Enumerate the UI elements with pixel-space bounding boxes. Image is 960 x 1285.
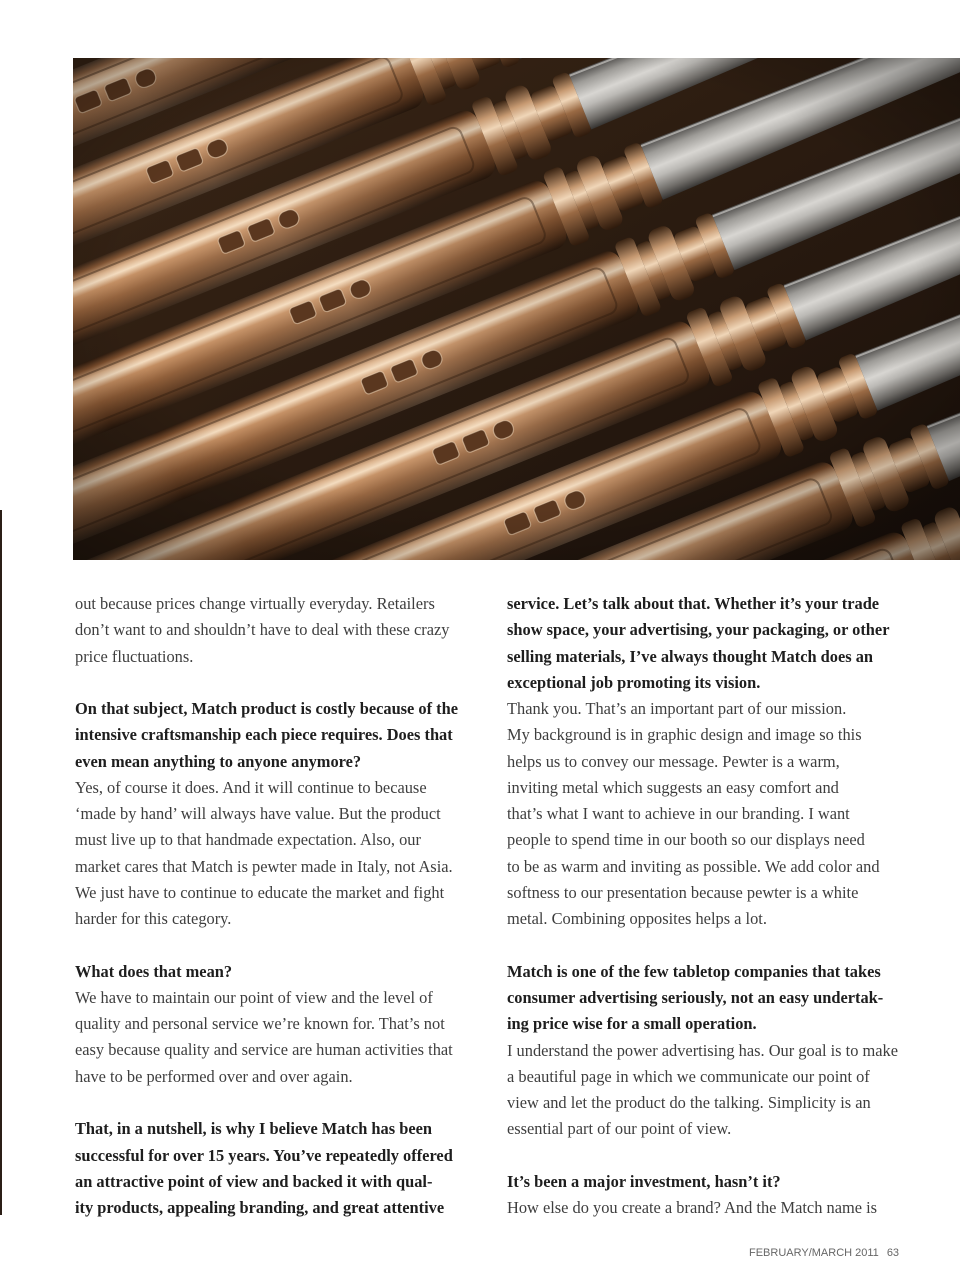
text-line: successful for over 15 years. You’ve repeatedly offered: [75, 1145, 453, 1165]
text-line: quality and personal service we’re known for. That’s not: [75, 1014, 445, 1034]
text-line: must live up to that handmade expectation. Also, our: [75, 830, 421, 850]
question-paragraph: [75, 1116, 485, 1221]
text-line: I understand the power advertising has. Our goal is to make: [507, 1040, 898, 1060]
text-line: people to spend time in our booth so our displays need: [507, 830, 865, 850]
text-line: That, in a nutshell, is why I believe Match has been: [75, 1119, 432, 1139]
text-line: an attractive point of view and backed it with qual-: [75, 1171, 433, 1191]
answer-paragraph: [75, 985, 485, 1090]
text-line: don’t want to and shouldn’t have to deal with these crazy: [75, 620, 450, 640]
text-line: have to be performed over and over again.: [75, 1066, 353, 1086]
text-line: softness to our presentation because pewter is a white: [507, 882, 859, 902]
question-paragraph: [507, 959, 927, 1038]
photo-vignette: [73, 58, 960, 560]
question-paragraph: [75, 696, 485, 775]
issue-date: FEBRUARY/MARCH 2011: [749, 1247, 879, 1259]
text-line: service. Let’s talk about that. Whether it’s your trade: [507, 594, 880, 613]
question-paragraph: [75, 959, 485, 985]
answer-paragraph: [75, 775, 485, 933]
text-line: that’s what I want to achieve in our branding. I want: [507, 804, 850, 824]
text-line: a beautiful page in which we communicate our point of: [507, 1066, 870, 1086]
text-line: market cares that Match is pewter made in Italy, not Asia.: [75, 856, 453, 876]
text-line: easy because quality and service are human activities that: [75, 1040, 453, 1060]
text-line: to be as warm and inviting as possible. We add color and: [507, 856, 880, 876]
text-line: view and let the product do the talking. Simplicity is an: [507, 1093, 871, 1113]
text-line: Yes, of course it does. And it will continue to because: [75, 777, 427, 797]
page-edge-line: [0, 510, 2, 1215]
text-line: out because prices change virtually everyday. Retailers: [75, 594, 435, 613]
text-line: show space, your advertising, your packaging, or other: [507, 620, 890, 640]
text-line: price fluctuations.: [75, 646, 194, 666]
text-line: ‘made by hand’ will always have value. But the product: [75, 804, 441, 824]
question-paragraph: [507, 591, 927, 696]
page-footer: [749, 1245, 899, 1261]
text-line: How else do you create a brand? And the Match name is: [507, 1198, 878, 1218]
text-line: What does that mean?: [75, 961, 233, 981]
text-line: Thank you. That’s an important part of our mission.: [507, 699, 847, 719]
question-paragraph: [507, 1169, 927, 1195]
text-line: helps us to convey our message. Pewter is a warm,: [507, 751, 840, 771]
answer-paragraph: [507, 1038, 927, 1143]
text-line: intensive craftsmanship each piece requires. Does that: [75, 725, 453, 745]
page-number: 63: [886, 1247, 900, 1259]
text-line: exceptional job promoting its vision.: [507, 672, 761, 692]
text-line: selling materials, I’ve always thought Match does an: [507, 646, 874, 666]
text-line: My background is in graphic design and image so this: [507, 725, 862, 745]
left-column: [75, 591, 485, 1221]
text-line: consumer advertising seriously, not an easy undertak-: [507, 987, 884, 1007]
answer-paragraph: [507, 696, 927, 932]
text-line: On that subject, Match product is costly because of the: [75, 699, 459, 719]
text-line: even mean anything to anyone anymore?: [75, 751, 362, 771]
text-line: ing price wise for a small operation.: [507, 1014, 757, 1034]
text-line: ity products, appealing branding, and great attentive: [75, 1198, 445, 1218]
answer-paragraph: [507, 1195, 927, 1221]
answer-paragraph: [75, 591, 485, 670]
text-line: It’s been a major investment, hasn’t it?: [507, 1171, 781, 1191]
text-line: Match is one of the few tabletop companies that takes: [507, 961, 881, 981]
text-line: essential part of our point of view.: [507, 1119, 732, 1139]
right-column: [507, 591, 927, 1221]
text-line: metal. Combining opposites helps a lot.: [507, 909, 767, 929]
text-line: We just have to continue to educate the market and fight: [75, 882, 445, 902]
text-line: We have to maintain our point of view and the level of: [75, 987, 433, 1007]
cutlery-photo: [73, 58, 960, 560]
text-line: harder for this category.: [75, 909, 232, 929]
text-line: inviting metal which suggests an easy comfort and: [507, 777, 839, 797]
